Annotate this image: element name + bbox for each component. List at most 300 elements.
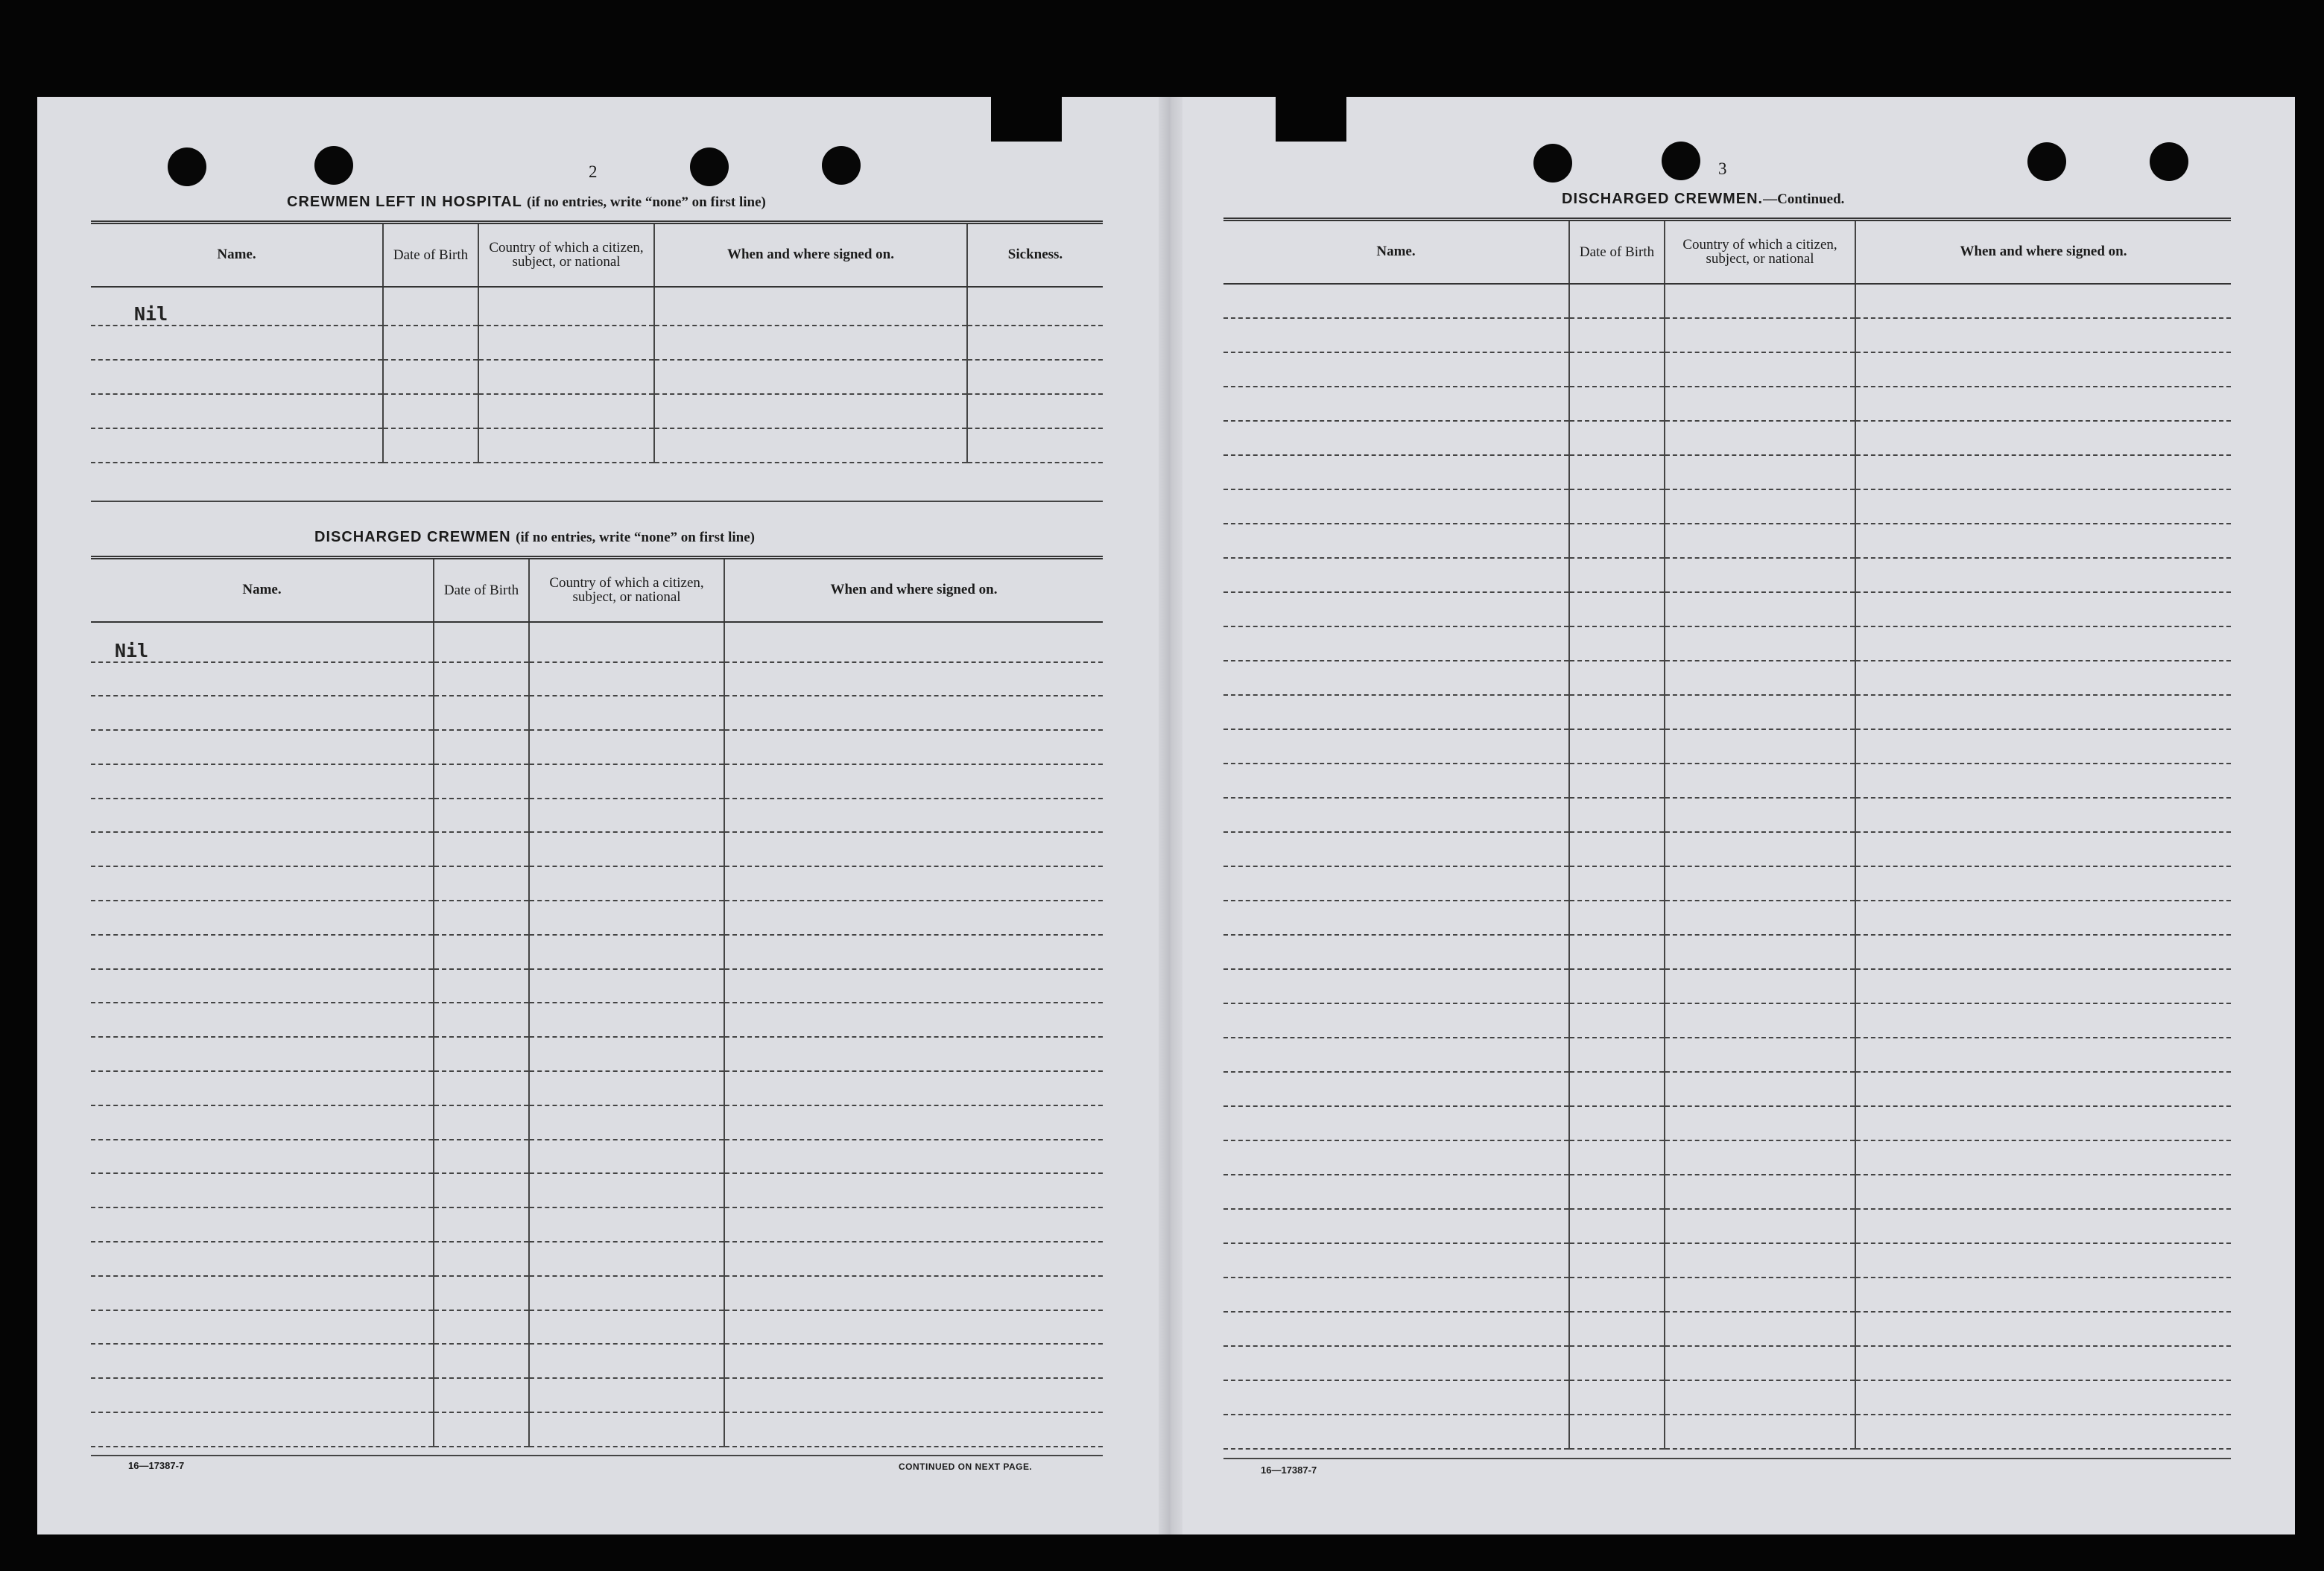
table-cell [1665, 455, 1855, 489]
table-cell [1665, 524, 1855, 558]
column-header-name: Name. [1223, 220, 1569, 284]
table-row [91, 1207, 1103, 1242]
table-cell [1569, 387, 1665, 421]
entry-name: Nil [91, 287, 383, 326]
table-row [1223, 558, 2231, 592]
table-cell [91, 832, 434, 866]
punch-hole [1662, 142, 1700, 180]
table-cell [1855, 1072, 2231, 1106]
table-cell [434, 1310, 529, 1345]
table-cell [434, 1276, 529, 1310]
table-row [91, 1071, 1103, 1105]
table-cell [434, 1344, 529, 1378]
table-cell [1855, 1243, 2231, 1278]
table-cell [1855, 1312, 2231, 1346]
table-row [91, 1344, 1103, 1378]
table-cell [1569, 455, 1665, 489]
table-cell [1569, 866, 1665, 901]
table-row [91, 1310, 1103, 1345]
table-cell [1855, 1175, 2231, 1209]
table-cell [1665, 1278, 1855, 1312]
table-row [1223, 832, 2231, 866]
table-cell [1665, 558, 1855, 592]
table-cell [91, 969, 434, 1003]
table-cell [724, 866, 1103, 901]
table-cell [1569, 901, 1665, 935]
table-cell [1569, 935, 1665, 969]
table-cell [434, 764, 529, 799]
table-cell [1223, 1415, 1569, 1449]
table-cell [1569, 1415, 1665, 1449]
table-cell [1569, 1140, 1665, 1175]
table-cell [434, 730, 529, 764]
table-cell [434, 1003, 529, 1037]
table-cell [1665, 1415, 1855, 1449]
table-cell [1223, 592, 1569, 626]
table-cell [1855, 1003, 2231, 1038]
table-cell [1665, 592, 1855, 626]
table-cell [529, 1173, 724, 1207]
table-cell [1855, 524, 2231, 558]
table-row [91, 287, 1103, 326]
discharged-section-title [314, 529, 755, 546]
table-row [91, 622, 1103, 662]
table-cell [1223, 626, 1569, 661]
table-cell [1665, 284, 1855, 318]
table-cell [91, 799, 434, 833]
hospital-table [91, 220, 1103, 463]
table-cell [529, 1003, 724, 1037]
table-cell [1569, 1106, 1665, 1140]
table-cell [724, 730, 1103, 764]
table-cell [1223, 901, 1569, 935]
table-cell [529, 1207, 724, 1242]
hospital-section-title [287, 194, 766, 211]
table-row [91, 1378, 1103, 1412]
table-cell [1223, 1106, 1569, 1140]
table-cell [1665, 1003, 1855, 1038]
column-header-name: Name. [91, 223, 383, 287]
table-cell [1855, 1106, 2231, 1140]
table-cell [1223, 1312, 1569, 1346]
table-cell [1223, 455, 1569, 489]
table-cell [1569, 1003, 1665, 1038]
table-cell [1665, 1243, 1855, 1278]
table-cell [1665, 1346, 1855, 1380]
table-row [1223, 1106, 2231, 1140]
table-cell [434, 832, 529, 866]
column-header-sickness: Sickness. [967, 223, 1103, 287]
table-cell [1569, 489, 1665, 524]
table-cell [529, 901, 724, 935]
table-cell [724, 1003, 1103, 1037]
table-cell [724, 1378, 1103, 1412]
table-cell [91, 662, 434, 696]
table-row [1223, 421, 2231, 455]
discharged-continued-title-suffix: —Continued. [1763, 191, 1845, 207]
table-row [1223, 1072, 2231, 1106]
table-row [1223, 489, 2231, 524]
table-row [1223, 798, 2231, 832]
table-row [1223, 935, 2231, 969]
table-cell [1665, 1380, 1855, 1415]
table-row [1223, 1140, 2231, 1175]
table-cell [1665, 1072, 1855, 1106]
table-cell [1223, 935, 1569, 969]
table-cell [91, 1242, 434, 1276]
table-row [1223, 592, 2231, 626]
table-cell [724, 799, 1103, 833]
table-cell [1569, 318, 1665, 352]
column-header-country: Country of which a citizen, subject, or national [1665, 220, 1855, 284]
table-cell [1855, 764, 2231, 798]
table-cell [529, 1378, 724, 1412]
table-row [1223, 1278, 2231, 1312]
table-cell [1665, 421, 1855, 455]
table-row [1223, 1312, 2231, 1346]
table-cell [724, 901, 1103, 935]
table-cell [529, 1412, 724, 1447]
column-header-name: Name. [91, 558, 434, 622]
table-cell [724, 1344, 1103, 1378]
table-cell [91, 866, 434, 901]
table-cell [1569, 798, 1665, 832]
table-cell [1855, 455, 2231, 489]
table-cell [1223, 489, 1569, 524]
table-row [91, 326, 1103, 360]
table-cell [724, 662, 1103, 696]
table-row [91, 866, 1103, 901]
table-cell [434, 935, 529, 969]
table-cell [724, 1071, 1103, 1105]
table-cell [91, 696, 434, 730]
table-cell [1855, 284, 2231, 318]
table-cell [1569, 729, 1665, 764]
column-header-date-of-birth: Date of Birth [383, 223, 478, 287]
table-cell [91, 1173, 434, 1207]
table-row [1223, 387, 2231, 421]
table-row [91, 696, 1103, 730]
table-cell [1665, 901, 1855, 935]
table-cell [91, 901, 434, 935]
table-cell [91, 1344, 434, 1378]
table-row [91, 1105, 1103, 1140]
discharged-right-bottom-rule [1223, 1458, 2231, 1459]
column-header-country: Country of which a citizen, subject, or national [478, 223, 654, 287]
table-cell [1665, 489, 1855, 524]
table-cell [1665, 1312, 1855, 1346]
table-cell [434, 799, 529, 833]
table-cell [1855, 729, 2231, 764]
table-row [1223, 1380, 2231, 1415]
punch-hole [690, 147, 729, 186]
table-cell [529, 799, 724, 833]
form-code-right: 16—17387-7 [1261, 1464, 1317, 1476]
table-cell [1665, 798, 1855, 832]
discharged-left-bottom-rule [91, 1455, 1103, 1456]
table-cell [1855, 1038, 2231, 1072]
column-header-signed-on: When and where signed on. [1855, 220, 2231, 284]
table-cell [1223, 421, 1569, 455]
table-row [91, 730, 1103, 764]
table-row [1223, 1415, 2231, 1449]
table-row [91, 764, 1103, 799]
table-cell [1223, 1175, 1569, 1209]
table-cell [91, 935, 434, 969]
table-cell [1569, 524, 1665, 558]
table-cell [1223, 352, 1569, 387]
table-cell [724, 1412, 1103, 1447]
binding-notch-left [991, 95, 1062, 142]
table-cell [1569, 969, 1665, 1003]
table-cell [1223, 1346, 1569, 1380]
table-cell [1855, 832, 2231, 866]
punch-hole [822, 146, 861, 185]
table-cell [724, 1207, 1103, 1242]
table-cell [1569, 1346, 1665, 1380]
table-row [91, 360, 1103, 394]
table-cell [1665, 764, 1855, 798]
table-cell [91, 764, 434, 799]
table-cell [1569, 661, 1665, 695]
table-cell [1569, 1175, 1665, 1209]
table-cell [1855, 798, 2231, 832]
table-cell [1223, 969, 1569, 1003]
table-cell [1569, 558, 1665, 592]
table-row [1223, 524, 2231, 558]
table-cell [724, 935, 1103, 969]
table-row [91, 662, 1103, 696]
table-row [1223, 1003, 2231, 1038]
table-cell [1855, 352, 2231, 387]
table-cell [434, 969, 529, 1003]
table-cell [1855, 421, 2231, 455]
table-cell [1665, 866, 1855, 901]
table-cell [1569, 832, 1665, 866]
column-header-date-of-birth: Date of Birth [434, 558, 529, 622]
hospital-title-note: (if no entries, write “none” on first line) [527, 194, 766, 210]
table-cell [91, 1412, 434, 1447]
table-row [1223, 455, 2231, 489]
table-row [1223, 1038, 2231, 1072]
table-cell [1665, 1038, 1855, 1072]
table-cell [724, 969, 1103, 1003]
table-cell [529, 1242, 724, 1276]
table-row [91, 1037, 1103, 1071]
table-cell [724, 1037, 1103, 1071]
table-cell [529, 969, 724, 1003]
table-cell [1855, 866, 2231, 901]
table-cell [724, 1173, 1103, 1207]
form-code-left: 16—17387-7 [128, 1460, 185, 1471]
table-cell [1223, 661, 1569, 695]
table-cell [529, 1071, 724, 1105]
page-number-right: 3 [1718, 159, 1727, 178]
table-cell [1223, 798, 1569, 832]
column-header-country: Country of which a citizen, subject, or national [529, 558, 724, 622]
punch-hole [314, 146, 353, 185]
table-cell [724, 1105, 1103, 1140]
table-row [1223, 1175, 2231, 1209]
table-cell [1855, 969, 2231, 1003]
table-cell [434, 866, 529, 901]
table-cell [1855, 387, 2231, 421]
table-cell [1569, 1243, 1665, 1278]
discharged-title-text: DISCHARGED CREWMEN [314, 529, 511, 545]
table-cell [1569, 1380, 1665, 1415]
table-cell [1569, 1209, 1665, 1243]
table-cell [1223, 1003, 1569, 1038]
table-row [91, 1003, 1103, 1037]
punch-hole [1533, 144, 1572, 183]
table-cell [434, 1105, 529, 1140]
table-row [1223, 1346, 2231, 1380]
table-cell [1855, 1380, 2231, 1415]
table-row [1223, 764, 2231, 798]
punch-hole [2150, 142, 2188, 181]
table-cell [1223, 1140, 1569, 1175]
table-cell [1223, 318, 1569, 352]
discharged-continued-title-text: DISCHARGED CREWMEN. [1562, 191, 1764, 207]
table-cell [434, 901, 529, 935]
table-cell [1569, 284, 1665, 318]
table-cell [529, 866, 724, 901]
table-cell [434, 1242, 529, 1276]
table-row [1223, 866, 2231, 901]
table-cell [529, 1037, 724, 1071]
table-cell [1855, 1415, 2231, 1449]
table-cell [91, 1140, 434, 1174]
table-cell [1665, 969, 1855, 1003]
hospital-table-bottom-rule [91, 501, 1103, 502]
table-cell [1223, 1072, 1569, 1106]
discharged-table-left [91, 556, 1103, 1447]
table-cell [1855, 935, 2231, 969]
table-cell [1665, 352, 1855, 387]
punch-hole [168, 147, 206, 186]
punch-hole [2027, 142, 2066, 181]
table-cell [1855, 661, 2231, 695]
table-cell [529, 1105, 724, 1140]
table-cell [1223, 387, 1569, 421]
table-cell [529, 764, 724, 799]
table-row [1223, 729, 2231, 764]
table-row [91, 901, 1103, 935]
table-cell [91, 1310, 434, 1345]
table-cell [91, 730, 434, 764]
table-cell [724, 1276, 1103, 1310]
table-cell [91, 1105, 434, 1140]
table-cell [1855, 592, 2231, 626]
table-cell [1855, 901, 2231, 935]
page-number-left: 2 [589, 162, 598, 181]
table-cell [1569, 421, 1665, 455]
table-cell [1665, 1140, 1855, 1175]
table-row [91, 799, 1103, 833]
table-cell [1855, 626, 2231, 661]
table-cell [434, 1412, 529, 1447]
table-cell [1569, 1038, 1665, 1072]
table-cell [1665, 695, 1855, 729]
table-cell [724, 832, 1103, 866]
table-cell [1223, 284, 1569, 318]
continued-note: CONTINUED ON NEXT PAGE. [899, 1461, 1033, 1472]
discharged-title-note: (if no entries, write “none” on first line) [516, 530, 755, 545]
table-cell [434, 1140, 529, 1174]
table-cell [1665, 626, 1855, 661]
entry-name: Nil [91, 622, 434, 662]
table-cell [1569, 1312, 1665, 1346]
table-cell [1569, 352, 1665, 387]
table-row [91, 428, 1103, 463]
table-cell [1223, 695, 1569, 729]
table-cell [724, 764, 1103, 799]
table-cell [529, 1310, 724, 1345]
table-cell [434, 662, 529, 696]
table-cell [1569, 1278, 1665, 1312]
table-cell [1569, 592, 1665, 626]
table-cell [1855, 695, 2231, 729]
table-row [1223, 901, 2231, 935]
table-cell [724, 1242, 1103, 1276]
page-gutter [1159, 97, 1182, 1534]
table-cell [1855, 558, 2231, 592]
table-cell [1665, 935, 1855, 969]
table-cell [91, 1071, 434, 1105]
table-row [91, 935, 1103, 969]
table-cell [1223, 1243, 1569, 1278]
table-cell [1665, 1209, 1855, 1243]
table-cell [529, 1276, 724, 1310]
table-row [91, 969, 1103, 1003]
table-cell [91, 1378, 434, 1412]
column-header-signed-on: When and where signed on. [654, 223, 967, 287]
table-cell [434, 1378, 529, 1412]
table-row [1223, 626, 2231, 661]
table-cell [529, 730, 724, 764]
table-row [91, 1140, 1103, 1174]
table-cell [1855, 1140, 2231, 1175]
table-cell [1855, 318, 2231, 352]
table-cell [1223, 1278, 1569, 1312]
column-header-date-of-birth: Date of Birth [1569, 220, 1665, 284]
table-cell [1223, 1038, 1569, 1072]
discharged-table-right [1223, 218, 2231, 1450]
table-row [1223, 352, 2231, 387]
table-cell [529, 662, 724, 696]
table-cell [724, 1310, 1103, 1345]
table-cell [1855, 1346, 2231, 1380]
table-cell [91, 1037, 434, 1071]
table-cell [1665, 661, 1855, 695]
binding-notch-right [1276, 95, 1346, 142]
table-cell [1665, 729, 1855, 764]
table-cell [1223, 1380, 1569, 1415]
table-cell [434, 1037, 529, 1071]
table-cell [1223, 524, 1569, 558]
table-cell [1855, 1209, 2231, 1243]
table-row [91, 1173, 1103, 1207]
table-cell [529, 1344, 724, 1378]
table-cell [1569, 695, 1665, 729]
table-cell [1223, 866, 1569, 901]
table-cell [1665, 318, 1855, 352]
table-cell [1569, 764, 1665, 798]
table-cell [1223, 764, 1569, 798]
hospital-title-text: CREWMEN LEFT IN HOSPITAL [287, 194, 522, 210]
table-cell [434, 1173, 529, 1207]
table-row [1223, 1209, 2231, 1243]
